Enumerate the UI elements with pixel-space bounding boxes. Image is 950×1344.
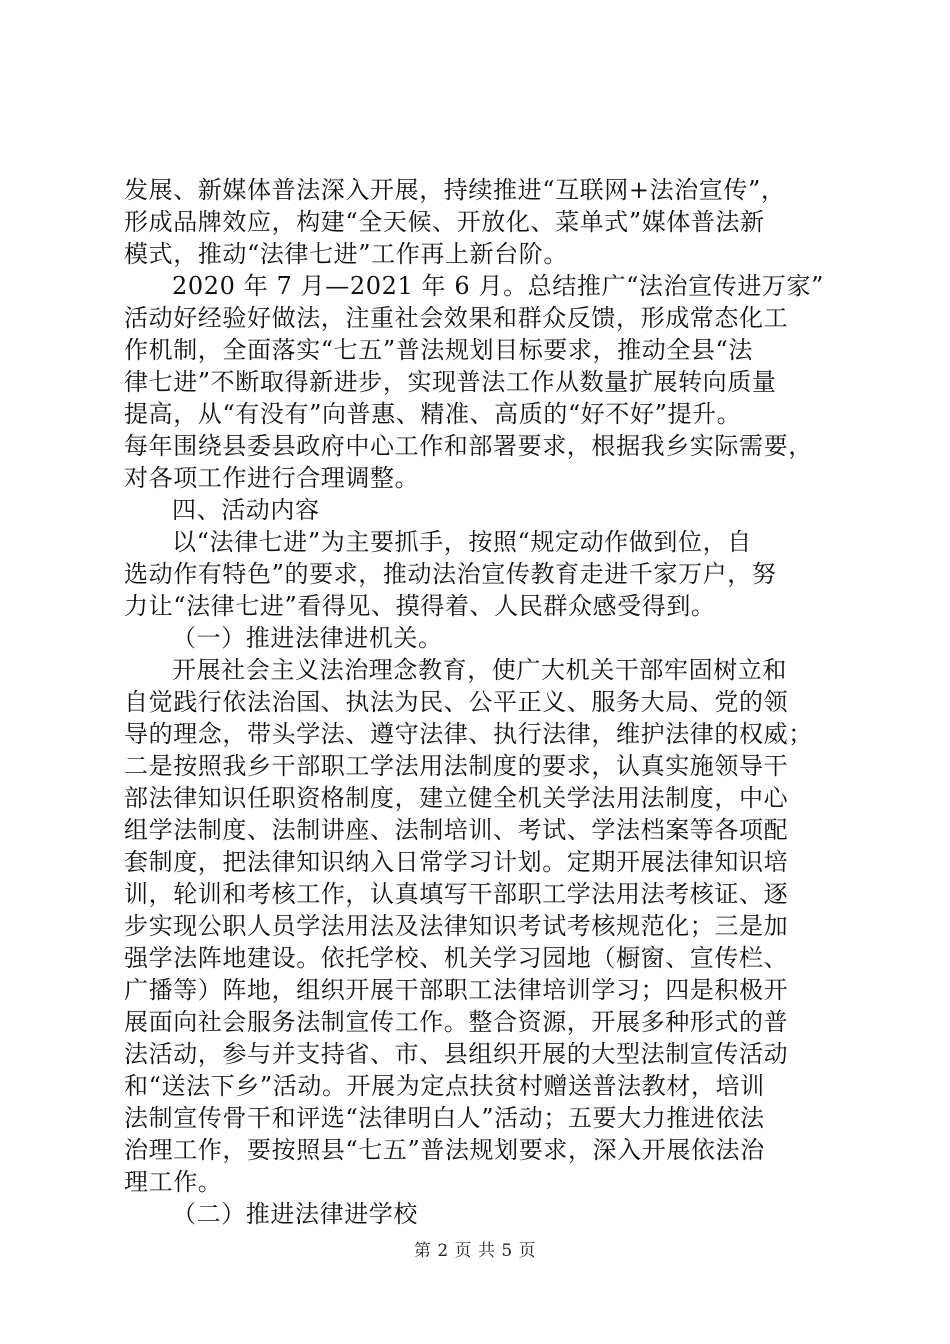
text-line: 法活动，参与并支持省、市、县组织开展的大型法制宣传活动 [124,1040,789,1068]
text-line: 治理工作，要按照县“七五”普法规划要求，深入开展依法治 [124,1136,765,1164]
text-line: 自觉践行依法治国、执法为民、公平正义、服务大局、党的领 [124,688,789,716]
text-line: 每年围绕县委县政府中心工作和部署要求，根据我乡实际需要， [124,432,813,460]
text-line: 理工作。 [124,1168,223,1196]
document-body [124,174,830,1230]
text-line: 力让“法律七进”看得见、摸得着、人民群众感受得到。 [124,592,716,620]
text-line: 活动好经验好做法，注重社会效果和群众反馈，形成常态化工 [124,304,789,332]
text-line: 形成品牌效应，构建“全天候、开放化、菜单式”媒体普法新 [124,208,765,236]
text-line: 律七进”不断取得新进步，实现普法工作从数量扩展转向质量 [124,368,777,396]
page-number-footer: 第 2 页 共 5 页 [413,1241,537,1261]
paragraph-first-line: 开展社会主义法治理念教育，使广大机关干部牢固树立和 [172,656,787,684]
text-line: 训，轮训和考核工作，认真填写干部职工学法用法考核证、逐 [124,880,789,908]
text-line: 法制宣传骨干和评选“法律明白人”活动；五要大力推进依法 [124,1104,765,1132]
text-line: 广播等）阵地，组织开展干部职工法律培训学习；四是积极开 [124,976,789,1004]
subsection-heading: （二）推进法律进学校 [172,1200,418,1228]
text-line: 和“送法下乡”活动。开展为定点扶贫村赠送普法教材，培训 [124,1072,765,1100]
paragraph-first-line: 以“法律七进”为主要抓手，按照“规定动作做到位，自 [172,528,752,556]
subsection-heading: （一）推进法律进机关。 [172,624,443,652]
text-line: 强学法阵地建设。依托学校、机关学习园地（橱窗、宣传栏、 [124,944,789,972]
text-line: 部法律知识任职资格制度，建立健全机关学法用法制度，中心 [124,784,789,812]
text-line: 发展、新媒体普法深入开展，持续推进“互联网+法治宣传”， [124,176,786,204]
text-line: 二是按照我乡干部职工学法用法制度的要求，认真实施领导干 [124,752,789,780]
text-line: 选动作有特色”的要求，推动法治宣传教育走进千家万户，努 [124,560,777,588]
text-line: 步实现公职人员学法用法及法律知识考试考核规范化；三是加 [124,912,789,940]
text-line: 组学法制度、法制讲座、法制培训、考试、学法档案等各项配 [124,816,789,844]
text-line: 导的理念，带头学法、遵守法律、执行法律，维护法律的权威； [124,720,813,748]
section-heading: 四、活动内容 [172,496,320,524]
paragraph-first-line: 2020 年 7 月—2021 年 6 月。总结推广“法治宣传进万家” [172,272,825,300]
text-line: 模式，推动“法律七进”工作再上新台阶。 [124,240,568,268]
text-line: 提高，从“有没有”向普惠、精准、高质的“好不好”提升。 [124,400,742,428]
text-line: 作机制，全面落实“七五”普法规划目标要求，推动全县“法 [124,336,754,364]
text-line: 对各项工作进行合理调整。 [124,464,420,492]
text-line: 展面向社会服务法制宣传工作。整合资源，开展多种形式的普 [124,1008,789,1036]
text-line: 套制度，把法律知识纳入日常学习计划。定期开展法律知识培 [124,848,789,876]
